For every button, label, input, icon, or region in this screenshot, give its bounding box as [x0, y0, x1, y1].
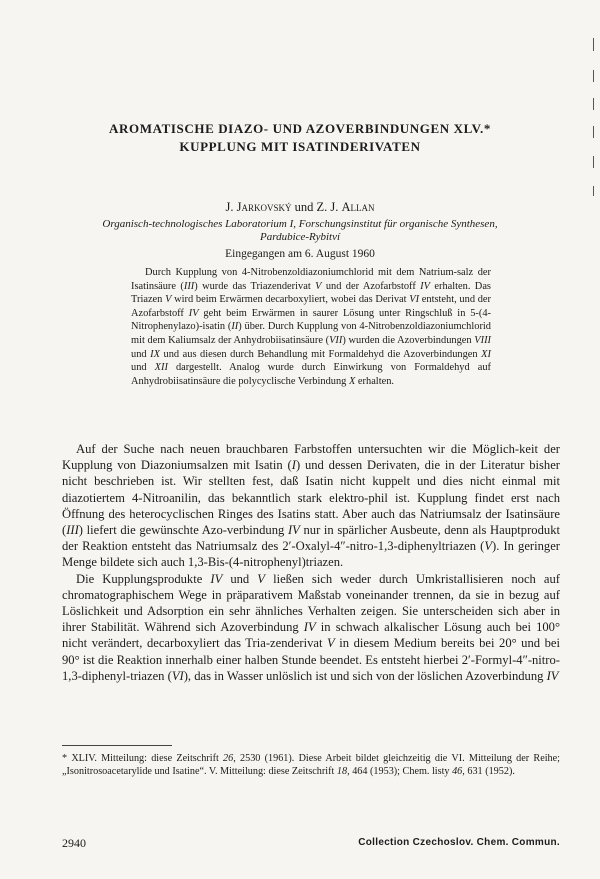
compound-label: IV: [287, 523, 300, 538]
compound-label: XII: [154, 362, 168, 374]
journal-name: Collection Czechoslov. Chem. Commun.: [358, 837, 560, 848]
abstract-text: erhalten. Das Triazen: [131, 280, 491, 306]
compound-label: IV: [546, 668, 559, 683]
compound-label: IV: [210, 571, 223, 586]
article-title-line-1: AROMATISCHE DIAZO- UND AZOVERBINDUNGEN XLV.*: [109, 121, 491, 136]
page-number: 2940: [62, 836, 86, 850]
compound-label: IX: [150, 348, 160, 360]
abstract-text: wird beim Erwärmen decarboxyliert, wobei das Derivat: [171, 294, 410, 306]
abstract-text: erhalten.: [355, 375, 394, 387]
volume-number: 26: [223, 753, 234, 764]
compound-label: VIII: [474, 334, 491, 346]
footnote-text: , 2530 (1961). Diese Arbeit bildet gleichzeitig die VI. Mitteilung der Reihe; „Isonitrosoacetarylide und Isatine“. V. Mitteilung: diese Zeitschrift: [62, 753, 560, 778]
compound-label: V: [165, 294, 172, 306]
author-and: und: [291, 200, 317, 214]
received-date: Eingegangen am 6. August 1960: [225, 248, 375, 260]
compound-label: IV: [188, 307, 199, 319]
paragraph-1: [62, 441, 560, 571]
body-text: ). In geringer Menge bildete sich auch 1,3-Bis-(4-nitrophenyl)triazen.: [62, 539, 560, 570]
abstract-text: ) wurde das Triazenderivat: [194, 280, 316, 292]
abstract-text: und der Azofarbstoff: [321, 280, 421, 292]
body-text: Auf der Suche nach neuen brauchbaren Farbstoffen untersuchten wir die Möglich-keit der Kupplung von Diazoniumsalzen mit Isatin (: [62, 442, 560, 473]
body-text: ließen sich weder durch Umkristallisieren noch auf chromatographischem Wege in präparativem Maßstab voneinander trennen, da sie in bezug auf Löslichkeit und Adsorption ein sehr ähnliches Verhalten zeigen. Sie unterscheiden sich aber in ihrer Stabilität. Während sich Azoverbindung: [62, 571, 560, 635]
author1-initial: J.: [225, 200, 237, 214]
compound-label: VI: [409, 294, 420, 306]
volume-number: 18: [336, 766, 348, 778]
body-text: Die Kupplungsprodukte: [76, 571, 211, 586]
paragraph-2: [62, 571, 560, 684]
body-text: und: [222, 571, 258, 586]
compound-label: IV: [303, 620, 316, 635]
abstract-text: ) wurden die Azoverbindungen: [342, 334, 475, 346]
compound-label: IV: [420, 280, 430, 292]
abstract-text: ) über. Durch Kupplung von 4-Nitrobenzoldiazoniumchlorid mit dem Kaliumsalz der Anhydrobiisatinsäure (: [131, 321, 491, 346]
abstract-text: Durch Kupplung von 4-Nitrobenzoldiazoniumchlorid mit dem Natrium-salz der Isatinsäure (: [131, 267, 491, 292]
abstract: [131, 266, 491, 388]
author2-name: Allan: [341, 200, 375, 214]
compound-label: XI: [481, 348, 491, 360]
abstract-text: und: [131, 348, 151, 360]
abstract-text: entsteht, und der Azofarbstoff: [131, 294, 491, 319]
compound-label: III: [66, 523, 79, 538]
footnote: [62, 752, 560, 778]
body-text: ) liefert die gewünschte Azo-verbindung: [78, 523, 288, 538]
body-text: ) und dessen Derivaten, die in der Literatur bisher nicht beschrieben ist. Wir stellten fest, daß Isatin nicht kuppelt und dies nicht einmal mit diazotiertem 4-Nitroanilin, das bekanntlich stark elektro-phil ist. Kupplung findet erst nach Öffnung des heterocyclischen Ringes des Isatins statt. Aber auch das Natriumsalz der Isatinsäure (: [62, 458, 560, 538]
abstract-text: und: [131, 362, 155, 374]
abstract-text: und aus diesen durch Behandlung mit Formaldehyd die Azoverbindungen: [159, 348, 482, 360]
compound-label: V: [484, 539, 493, 554]
authors: [0, 200, 600, 215]
compound-label: V: [257, 571, 265, 586]
volume-number: 46: [452, 766, 463, 778]
abstract-text: dargestellt. Analog wurde durch Einwirkung von Formaldehyd auf Anhydrobiisatinsäure die polycyclische Verbindung: [131, 362, 491, 387]
compound-label: I: [291, 458, 296, 473]
body-text: nur in spärlicher Ausbeute, denn als Hauptprodukt der Reaktion entsteht das Natriumsalz des 2′-Oxalyl-4″-nitro-1,3-diphenyltriazen (: [62, 523, 560, 554]
footnote-rule: [62, 745, 172, 746]
compound-label: V: [327, 636, 335, 651]
author2-initial: Z. J.: [316, 200, 342, 214]
abstract-text: geht beim Erwärmen in saurer Lösung unter Ringschluß in 5-(4-Nitrophenylazo)-isatin (: [131, 307, 491, 333]
institute-line-1: Organisch-technologisches Laboratorium I, Forschungsinstitut für organische Synthesen,: [102, 218, 498, 230]
main-text: [62, 441, 560, 684]
footnote-text: , 464 (1953); Chem. listy: [347, 766, 453, 778]
compound-label: V: [315, 280, 322, 292]
body-text: in diesem Medium bereits bei 20° und bei 90° ist die Reaktion innerhalb einer halben Stunde beendet. Es entsteht hierbei 2′-Formyl-4″-nitro-1,3-diphenyl-triazen (: [62, 636, 560, 683]
author1-name: Jarkovský: [236, 200, 292, 214]
institute: [0, 218, 600, 244]
footnote-text: * XLIV. Mitteilung: diese Zeitschrift: [62, 753, 224, 764]
compound-label: III: [183, 280, 195, 292]
body-text: ), das in Wasser unlöslich ist und sich von der löslichen Azoverbindung: [183, 668, 547, 683]
article-title-line-2: KUPPLUNG MIT ISATINDERIVATEN: [179, 139, 421, 154]
compound-label: X: [348, 375, 356, 387]
compound-label: VII: [329, 334, 343, 346]
institute-line-2: Pardubice-Rybitví: [259, 231, 341, 243]
compound-label: II: [231, 321, 239, 333]
footnote-text: , 631 (1952).: [462, 766, 515, 778]
body-text: in schwach alkalischer Lösung auch bei 100° nicht verändert, decarboxyliert das Tria-zenderivat: [62, 620, 561, 651]
compound-label: VI: [171, 668, 184, 683]
